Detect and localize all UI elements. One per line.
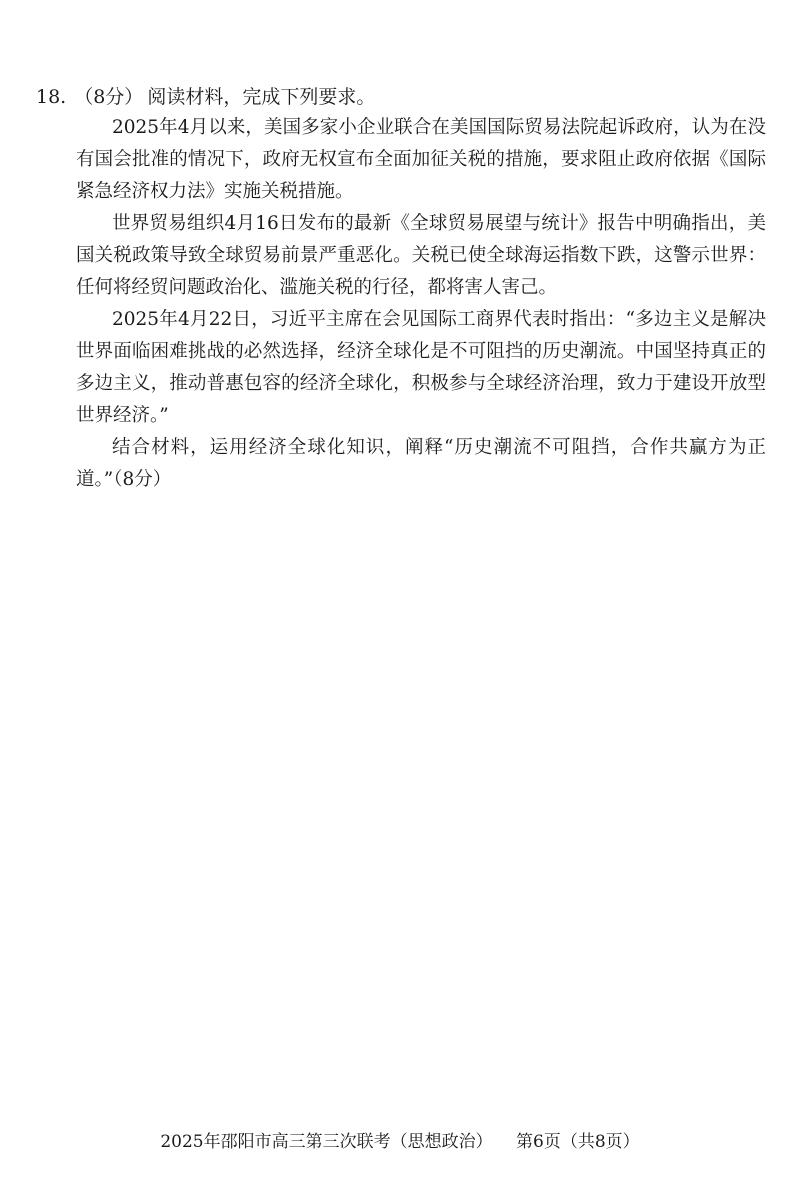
material-paragraph-2: 世界贸易组织4月16日发布的最新《全球贸易展望与统计》报告中明确指出，美国关税政策导致全球贸易前景严重恶化。关税已使全球海运指数下跌，这警示世界：任何将经贸问题政治化、滥施关税的行径，都将害人害己。	[76, 213, 766, 298]
question-18	[36, 82, 766, 496]
question-number: 18.	[36, 86, 67, 108]
exam-title: 2025年邵阳市高三第三次联考（思想政治）	[160, 1132, 493, 1152]
material-paragraph-3: 2025年4月22日，习近平主席在会见国际工商界代表时指出：“多边主义是解决世界面临困难挑战的必然选择，经济全球化是不可阻挡的历史潮流。中国坚持真正的多边主义，推动普惠包容的经济全球化，积极参与全球经济治理，致力于建设开放型世界经济。”	[76, 309, 766, 426]
page-number: 第6页（共8页）	[516, 1132, 640, 1152]
question-instruction: 阅读材料，完成下列要求。	[147, 86, 376, 108]
question-header	[36, 82, 766, 112]
page-footer	[0, 1130, 800, 1154]
question-task: 结合材料，运用经济全球化知识，阐释“历史潮流不可阻挡，合作共赢方为正道。”（8分）	[76, 437, 766, 490]
material-paragraph-1: 2025年4月以来，美国多家小企业联合在美国国际贸易法院起诉政府，认为在没有国会批准的情况下，政府无权宣布全面加征关税的措施，要求阻止政府依据《国际紧急经济权力法》实施关税措施。	[76, 117, 766, 202]
question-score: （8分）	[74, 86, 144, 108]
